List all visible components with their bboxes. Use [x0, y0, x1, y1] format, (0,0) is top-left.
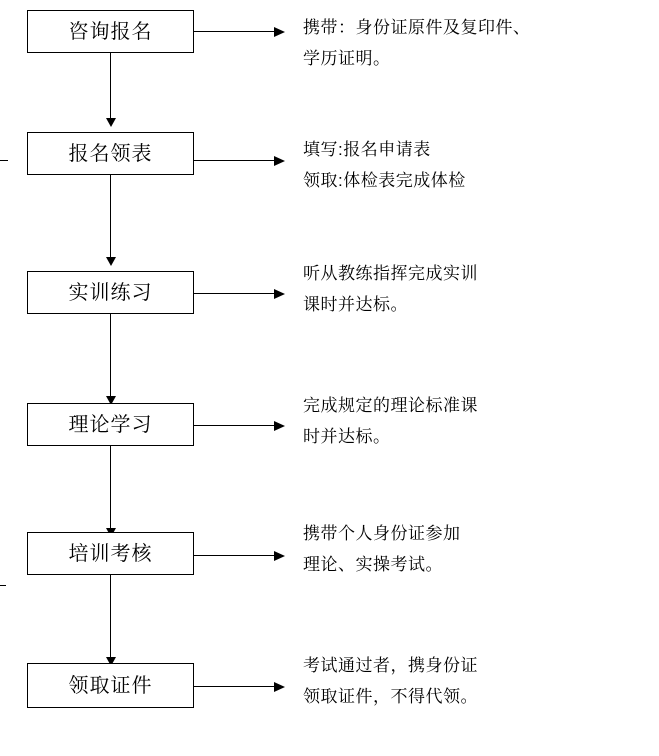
flow-note-line-2: 领取证件，不得代领。: [303, 687, 478, 706]
connector-step3-step4: [110, 314, 111, 399]
annotation-connector-step-5: [194, 555, 276, 556]
flow-note-step-5: [303, 518, 461, 580]
flow-note-step-3: [303, 258, 478, 320]
flow-note-step-1: [303, 12, 531, 74]
flow-node-label: 报名领表: [68, 142, 153, 165]
annotation-connector-step-4-arrowhead: [274, 421, 285, 431]
flow-node-step-2[interactable]: [27, 132, 194, 175]
connector-step1-step2: [110, 53, 111, 121]
annotation-connector-step-6-arrowhead: [274, 682, 285, 692]
flow-node-step-3[interactable]: [27, 271, 194, 314]
flow-note-line-1: 完成规定的理论标准课: [303, 396, 478, 415]
connector-step1-step2-arrowhead: [106, 118, 116, 127]
flow-node-label: 实训练习: [68, 281, 153, 304]
annotation-connector-step-6: [194, 686, 276, 687]
flow-node-label: 理论学习: [68, 413, 153, 436]
flow-node-step-5[interactable]: [27, 532, 194, 575]
annotation-connector-step-1-arrowhead: [274, 27, 285, 37]
annotation-connector-step-2: [194, 160, 276, 161]
flow-node-step-1[interactable]: [27, 10, 194, 53]
connector-step2-step3-arrowhead: [106, 257, 116, 266]
flow-node-step-4[interactable]: [27, 403, 194, 446]
flow-node-label: 领取证件: [68, 674, 153, 697]
flow-note-line-1: 携带个人身份证参加: [303, 524, 461, 543]
flow-note-step-4: [303, 390, 478, 452]
flow-note-line-2: 理论、实操考试。: [303, 555, 443, 574]
flow-note-line-2: 学历证明。: [303, 49, 391, 68]
flow-note-line-2: 时并达标。: [303, 427, 391, 446]
connector-step2-step3: [110, 175, 111, 260]
annotation-connector-step-1: [194, 31, 276, 32]
flow-note-step-6: [303, 650, 478, 712]
flow-node-label: 培训考核: [68, 542, 153, 565]
annotation-connector-step-3: [194, 293, 276, 294]
annotation-connector-step-4: [194, 425, 276, 426]
stray-mark-upper: [0, 160, 8, 161]
flow-note-line-1: 考试通过者，携身份证: [303, 656, 478, 675]
annotation-connector-step-3-arrowhead: [274, 289, 285, 299]
flow-note-line-2: 课时并达标。: [303, 295, 408, 314]
connector-step5-step6: [110, 575, 111, 660]
connector-step4-step5: [110, 446, 111, 531]
stray-mark-lower: [0, 585, 6, 586]
flow-note-step-2: [303, 134, 466, 196]
flow-note-line-1: 携带：身份证原件及复印件、: [303, 18, 531, 37]
flow-node-step-6[interactable]: [27, 663, 194, 708]
flow-node-label: 咨询报名: [68, 20, 153, 43]
flow-note-line-2: 领取:体检表完成体检: [303, 171, 466, 190]
annotation-connector-step-5-arrowhead: [274, 551, 285, 561]
flow-note-line-1: 填写:报名申请表: [303, 140, 431, 159]
flow-note-line-1: 听从教练指挥完成实训: [303, 264, 478, 283]
annotation-connector-step-2-arrowhead: [274, 156, 285, 166]
